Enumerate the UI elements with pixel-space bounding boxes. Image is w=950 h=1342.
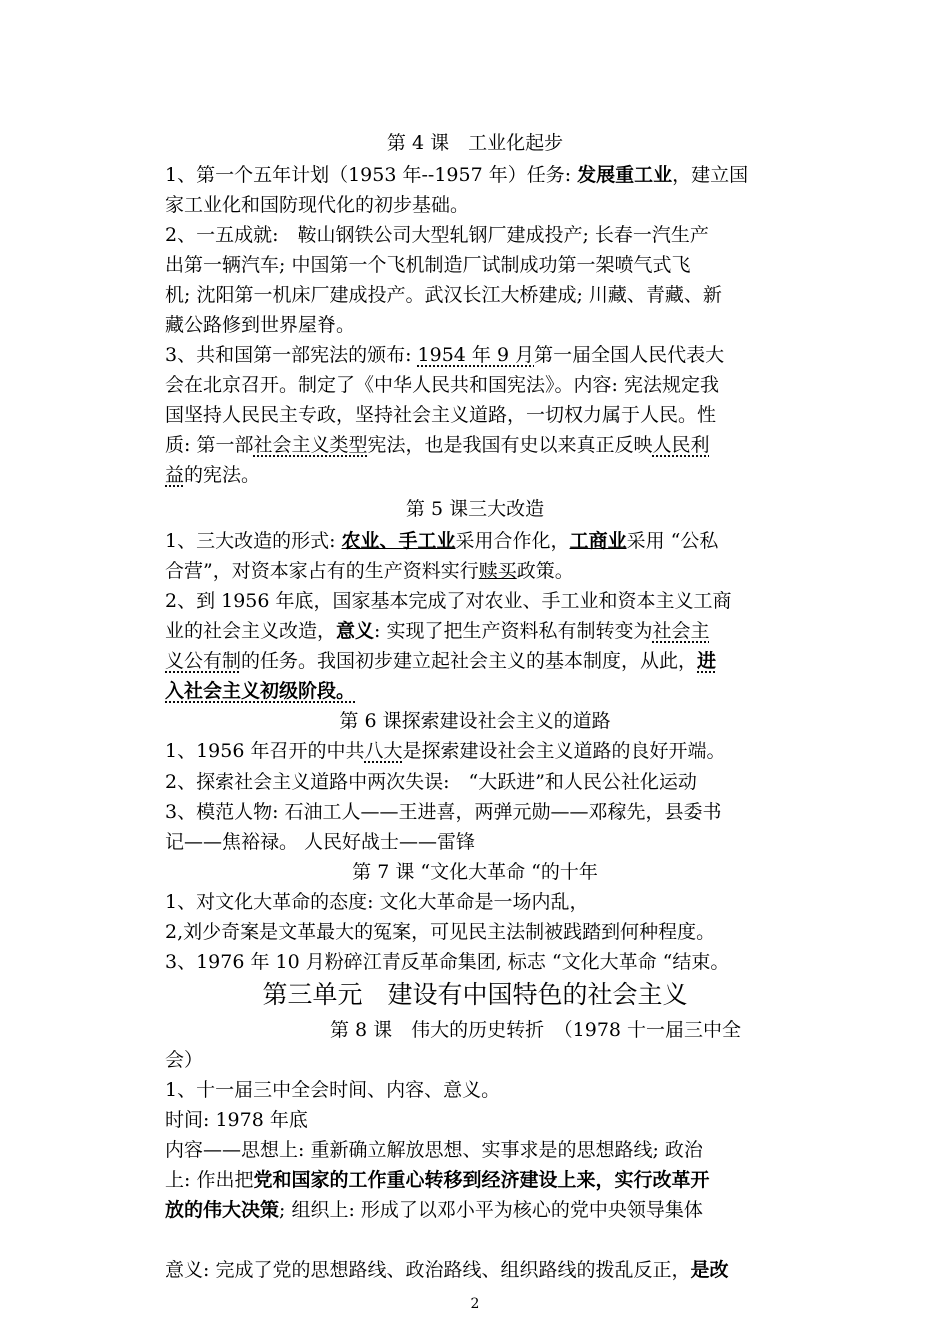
unit-3-title: 第三单元 建设有中国特色的社会主义	[262, 980, 688, 1009]
paragraph-line: 记——焦裕禄。 人民好战士——雷锋	[165, 831, 476, 853]
paragraph-line: 1、第一个五年计划（1953 年--1957 年）任务: 发展重工业，建立国	[165, 164, 749, 186]
paragraph-line: 业的社会主义改造，意义: 实现了把生产资料私有制转变为社会主	[165, 620, 710, 642]
lesson-5-title: 第 5 课三大改造	[405, 498, 545, 520]
paragraph-line	[165, 676, 790, 706]
key-term: 入社会主义初级阶段。	[165, 680, 356, 702]
emphasis-dots: 义公有制	[165, 650, 242, 672]
paragraph-line: 3、1976 年 10 月粉碎江青反革命集团, 标志 “文化大革命 “结束。	[165, 951, 730, 973]
emphasis-dots: 1954 年 9 月	[417, 344, 535, 366]
paragraph-line: 上: 作出把党和国家的工作重心转移到经济建设上来，实行改革开	[165, 1169, 710, 1191]
paragraph-line: 放的伟大决策; 组织上: 形成了以邓小平为核心的党中央领导集体	[165, 1199, 703, 1221]
key-term: 放的伟大决策	[165, 1199, 280, 1221]
key-term: 意义	[336, 620, 375, 642]
paragraph-line: 机; 沈阳第一机床厂建成投产。武汉长江大桥建成; 川藏、青藏、新	[165, 284, 722, 306]
emphasis-dots: 社会主	[652, 620, 710, 642]
paragraph-line: 2、探索社会主义道路中两次失误: “大跃进”和人民公社化运动	[165, 771, 697, 793]
lesson-8-title: 第 8 课 伟大的历史转折 （1978 十一届三中全	[330, 1019, 742, 1041]
lesson-8-title-cont: 会）	[165, 1049, 204, 1071]
lesson-4-title: 第 4 课 工业化起步	[386, 132, 564, 154]
key-term: 工商业	[569, 530, 627, 552]
paragraph-line: 2、到 1956 年底，国家基本完成了对农业、手工业和资本主义工商	[165, 590, 732, 612]
paragraph-line: 3、共和国第一部宪法的颁布: 1954 年 9 月第一届全国人民代表大	[165, 344, 725, 366]
key-term: 赎买	[478, 560, 517, 582]
paragraph-line: 国坚持人民民主专政，坚持社会主义道路，一切权力属于人民。性	[165, 404, 717, 426]
paragraph-line: 2、一五成就: 鞍山钢铁公司大型轧钢厂建成投产; 长春一汽生产	[165, 224, 709, 246]
paragraph-line: 家工业化和国防现代化的初步基础。	[165, 194, 470, 216]
paragraph-line: 义公有制的任务。我国初步建立起社会主义的基本制度，从此，进	[165, 650, 717, 672]
lesson-6-title: 第 6 课探索建设社会主义的道路	[339, 710, 611, 732]
paragraph-line: 意义: 完成了党的思想路线、政治路线、组织路线的拨乱反正，是改	[165, 1259, 729, 1281]
paragraph-line: 合营”，对资本家占有的生产资料实行赎买政策。	[165, 560, 574, 582]
paragraph-line: 内容——思想上: 重新确立解放思想、实事求是的思想路线; 政治	[165, 1139, 703, 1161]
paragraph-line: 2,刘少奇案是文革最大的冤案，可见民主法制被践踏到何种程度。	[165, 921, 716, 943]
emphasis-dots: 人民利	[652, 434, 710, 456]
paragraph-line: 益的宪法。	[165, 464, 261, 486]
key-term: 农业、手工业	[341, 530, 456, 552]
paragraph-line: 1、三大改造的形式: 农业、手工业采用合作化，工商业采用 “公私	[165, 530, 719, 552]
emphasis-dots: 益	[165, 464, 185, 486]
paragraph-line: 3、模范人物: 石油工人——王进喜，两弹元勋——邓稼先，县委书	[165, 801, 722, 823]
key-term: 党和国家的工作重心转移到经济建设上来，实行改革开	[253, 1169, 710, 1191]
paragraph-line: 质: 第一部社会主义类型宪法，也是我国有史以来真正反映人民利	[165, 434, 710, 456]
emphasis-dots: 八大	[364, 740, 403, 762]
paragraph-line: 藏公路修到世界屋脊。	[165, 314, 356, 336]
key-term: 是改	[690, 1259, 729, 1281]
paragraph-line: 会在北京召开。制定了《中华人民共和国宪法》。内容: 宪法规定我	[165, 374, 719, 396]
lesson-7-title: 第 7 课 “文化大革命 “的十年	[352, 861, 598, 883]
paragraph-line: 出第一辆汽车; 中国第一个飞机制造厂试制成功第一架喷气式飞	[165, 254, 691, 276]
page-number: 2	[470, 1296, 480, 1312]
paragraph-line: 1、1956 年召开的中共八大是探索建设社会主义道路的良好开端。	[165, 740, 726, 762]
emphasis-dots: 社会主义类型	[253, 434, 368, 456]
paragraph-line: 1、十一届三中全会时间、内容、意义。	[165, 1079, 501, 1101]
paragraph-line: 1、对文化大革命的态度: 文化大革命是一场内乱，	[165, 891, 589, 913]
key-term: 发展重工业	[577, 164, 673, 186]
key-term: 进	[697, 650, 717, 672]
paragraph-line: 时间: 1978 年底	[165, 1109, 308, 1131]
